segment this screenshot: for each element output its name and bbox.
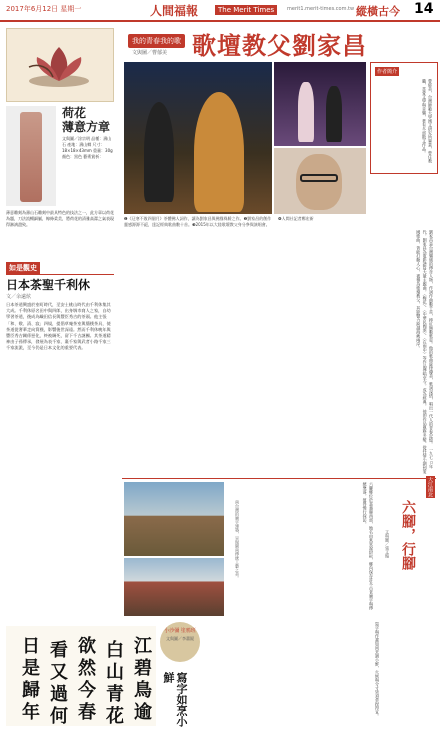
column-header xyxy=(6,262,114,275)
calligraphy-char: 鳥 xyxy=(134,680,152,701)
seal-title-line2: 薄意方章 xyxy=(62,120,111,134)
calligraphy-char: 江 xyxy=(134,636,152,657)
lotus-icon xyxy=(19,37,99,93)
calligraphy-char: 日 xyxy=(22,636,40,657)
article-headline: 歌壇教父劉家昌 xyxy=(192,31,367,60)
calligraphy-char: 碧 xyxy=(134,658,152,679)
seal-title xyxy=(62,106,110,134)
calligraphy-char: 花 xyxy=(106,706,124,727)
article-byline: 文與圖／曹郁美 xyxy=(132,50,168,56)
calligraphy-char: 又 xyxy=(50,662,68,683)
calligraphy-char: 青 xyxy=(106,684,124,705)
essay-body: 寫字與作畫如同烹調小鮮，火候與分寸皆須拿捏得宜。 xyxy=(375,622,380,718)
calligraphy-char: 是 xyxy=(22,658,40,679)
article-body xyxy=(124,230,434,476)
issue-date: 2017年6月12日 星期一 xyxy=(6,5,82,13)
temple-body: 六腳鄉位於嘉義縣西部，地名由來眾說紛紜，鄉內保存許多古老廟宇與傳統聚落，值得慢行探訪。 xyxy=(362,482,374,610)
column-author: 文／余遠炫 xyxy=(6,294,32,300)
seal-meta: 文與圖／涂宗明 品種：壽山石 產地：壽山鄉 尺寸：18×18×43mm 重量：30g 顏色：黑色 藝術賞析： xyxy=(62,136,113,159)
article-tag: 我的青春我的歌 xyxy=(128,34,185,48)
portrait-face xyxy=(296,154,342,210)
stage-photo xyxy=(274,62,366,146)
calligraphy-char: 欲 xyxy=(78,636,96,657)
calligraphy-char: 過 xyxy=(50,684,68,705)
calligraphy-char: 今 xyxy=(78,680,96,701)
column-label: 如是觀史 xyxy=(6,262,40,274)
monk-figure xyxy=(194,92,244,212)
performer-figure xyxy=(144,102,174,202)
column-body: 日本茶道興盛於室町時代，至安土桃山時代由千利休集其大成。千利休原名田中與四郎，出身堺市商人之家，自幼學習茶道，後成為織田信長與豐臣秀吉的茶頭。他主張「和、敬、清、寂」四規，提倡草庵茶室與簡樸茶具，使茶道從奢華走向質樸，影響後世深遠。然而千利休晚年與豐臣秀吉關係惡化，終被賜死，留下千古謎團。其茶道精神由子孫傳承，發展為表千家、裏千家與武者小路千家三千家流派，至今仍是日本文化的重要代表。 xyxy=(6,302,111,351)
badge-author: 文與圖／李蕭錕 xyxy=(166,636,194,641)
glasses-icon xyxy=(300,174,338,182)
temple-photo xyxy=(124,482,224,556)
author-sidebar xyxy=(370,62,438,174)
calligraphy-char: 然 xyxy=(78,658,96,679)
sidebar-text: 曹郁美，台灣師範大學國文研究所畢業，曾任教職，喜愛文學與音樂，著有多部散文作品。 xyxy=(422,79,433,163)
footnote-label: 大江南北 xyxy=(427,477,433,497)
concert-photo xyxy=(124,62,272,214)
photo-caption: ❶《迂寒不敗四個月》茶體佛人詞作，讓為劉家昌與佛緣殊勝之作。❷劉家昌的創作靈感源源不絕，達記經典歌曲數十首。❸2015年以大陸歌壇教父身分參與演唱會。 xyxy=(124,216,272,227)
portrait-photo xyxy=(274,148,366,214)
essay-title: 寫字如烹小鮮 xyxy=(162,672,188,727)
badge-title: 小沙彌 塗鴉班 xyxy=(164,628,196,634)
masthead xyxy=(0,0,440,22)
page-number: 14 xyxy=(414,1,434,17)
seal-stone-photo xyxy=(6,106,56,206)
section-title: 縱橫古今 xyxy=(356,5,400,18)
temple-caption: 南台灣的廟宇建築，呈現閩南傳統工藝之美。 xyxy=(235,500,240,580)
lotus-seal-impression xyxy=(6,28,114,102)
calligraphy-char: 何 xyxy=(50,706,68,727)
column-badge-label xyxy=(158,628,202,642)
article-paragraph: 劉家昌是台灣樂壇的傳奇人物，作詞作曲數千首，捧紅無數歌星。他的歌曲旋律優美，歌詞深情，唱出一代人的青春記憶。 xyxy=(429,230,434,446)
sidebar-label: 作者簡介 xyxy=(377,69,398,75)
newspaper-logo: 人間福報 xyxy=(150,4,199,18)
footnote-author: 文與圖／張文翰 xyxy=(385,530,390,558)
footnote-title: 六腳，行腳 xyxy=(400,500,416,570)
singer-figure xyxy=(298,82,314,142)
singer-figure xyxy=(326,86,342,142)
calligraphy-char: 山 xyxy=(106,662,124,683)
calligraphy-char: 年 xyxy=(22,702,40,723)
calligraphy-char: 逾 xyxy=(134,702,152,723)
seal-title-line1: 荷花 xyxy=(62,106,87,120)
calligraphy-char: 春 xyxy=(78,702,96,723)
portrait-caption: ❹人間社記者鄭宏新 xyxy=(278,216,314,221)
article-paragraph: 一九七○年代，劉家昌為電影譜寫大量主題曲，〈梅花〉、〈中華民國頌〉、〈在雨中〉等作品傳唱至今，成為經典。 xyxy=(422,230,434,469)
seal-description: 薄意雕刻為壽山石雕刻中最具特色的技法之一，此方章以荷花為題，刀法流暢細膩，線條柔美，將荷花的清雅高潔之氣表現得淋漓盡致。 xyxy=(6,210,114,227)
website-url[interactable]: merit1.merit-times.com.tw xyxy=(287,6,355,12)
column-title: 日本茶聖千利休 xyxy=(6,278,91,292)
newspaper-logo-english: The Merit Times xyxy=(215,5,277,15)
calligraphy-char: 看 xyxy=(50,640,68,661)
temple-photo xyxy=(124,558,224,616)
calligraphy-char: 白 xyxy=(106,640,124,661)
divider xyxy=(122,478,436,479)
seal-stone xyxy=(20,112,42,202)
article-paragraph: 他的作品風格多變，從抒情小調到愛國歌曲，皆能打動人心，被譽為歌壇教父，其影響力跨越海峽兩岸。 xyxy=(416,230,428,474)
calligraphy-artwork xyxy=(6,626,156,726)
calligraphy-char: 歸 xyxy=(22,680,40,701)
